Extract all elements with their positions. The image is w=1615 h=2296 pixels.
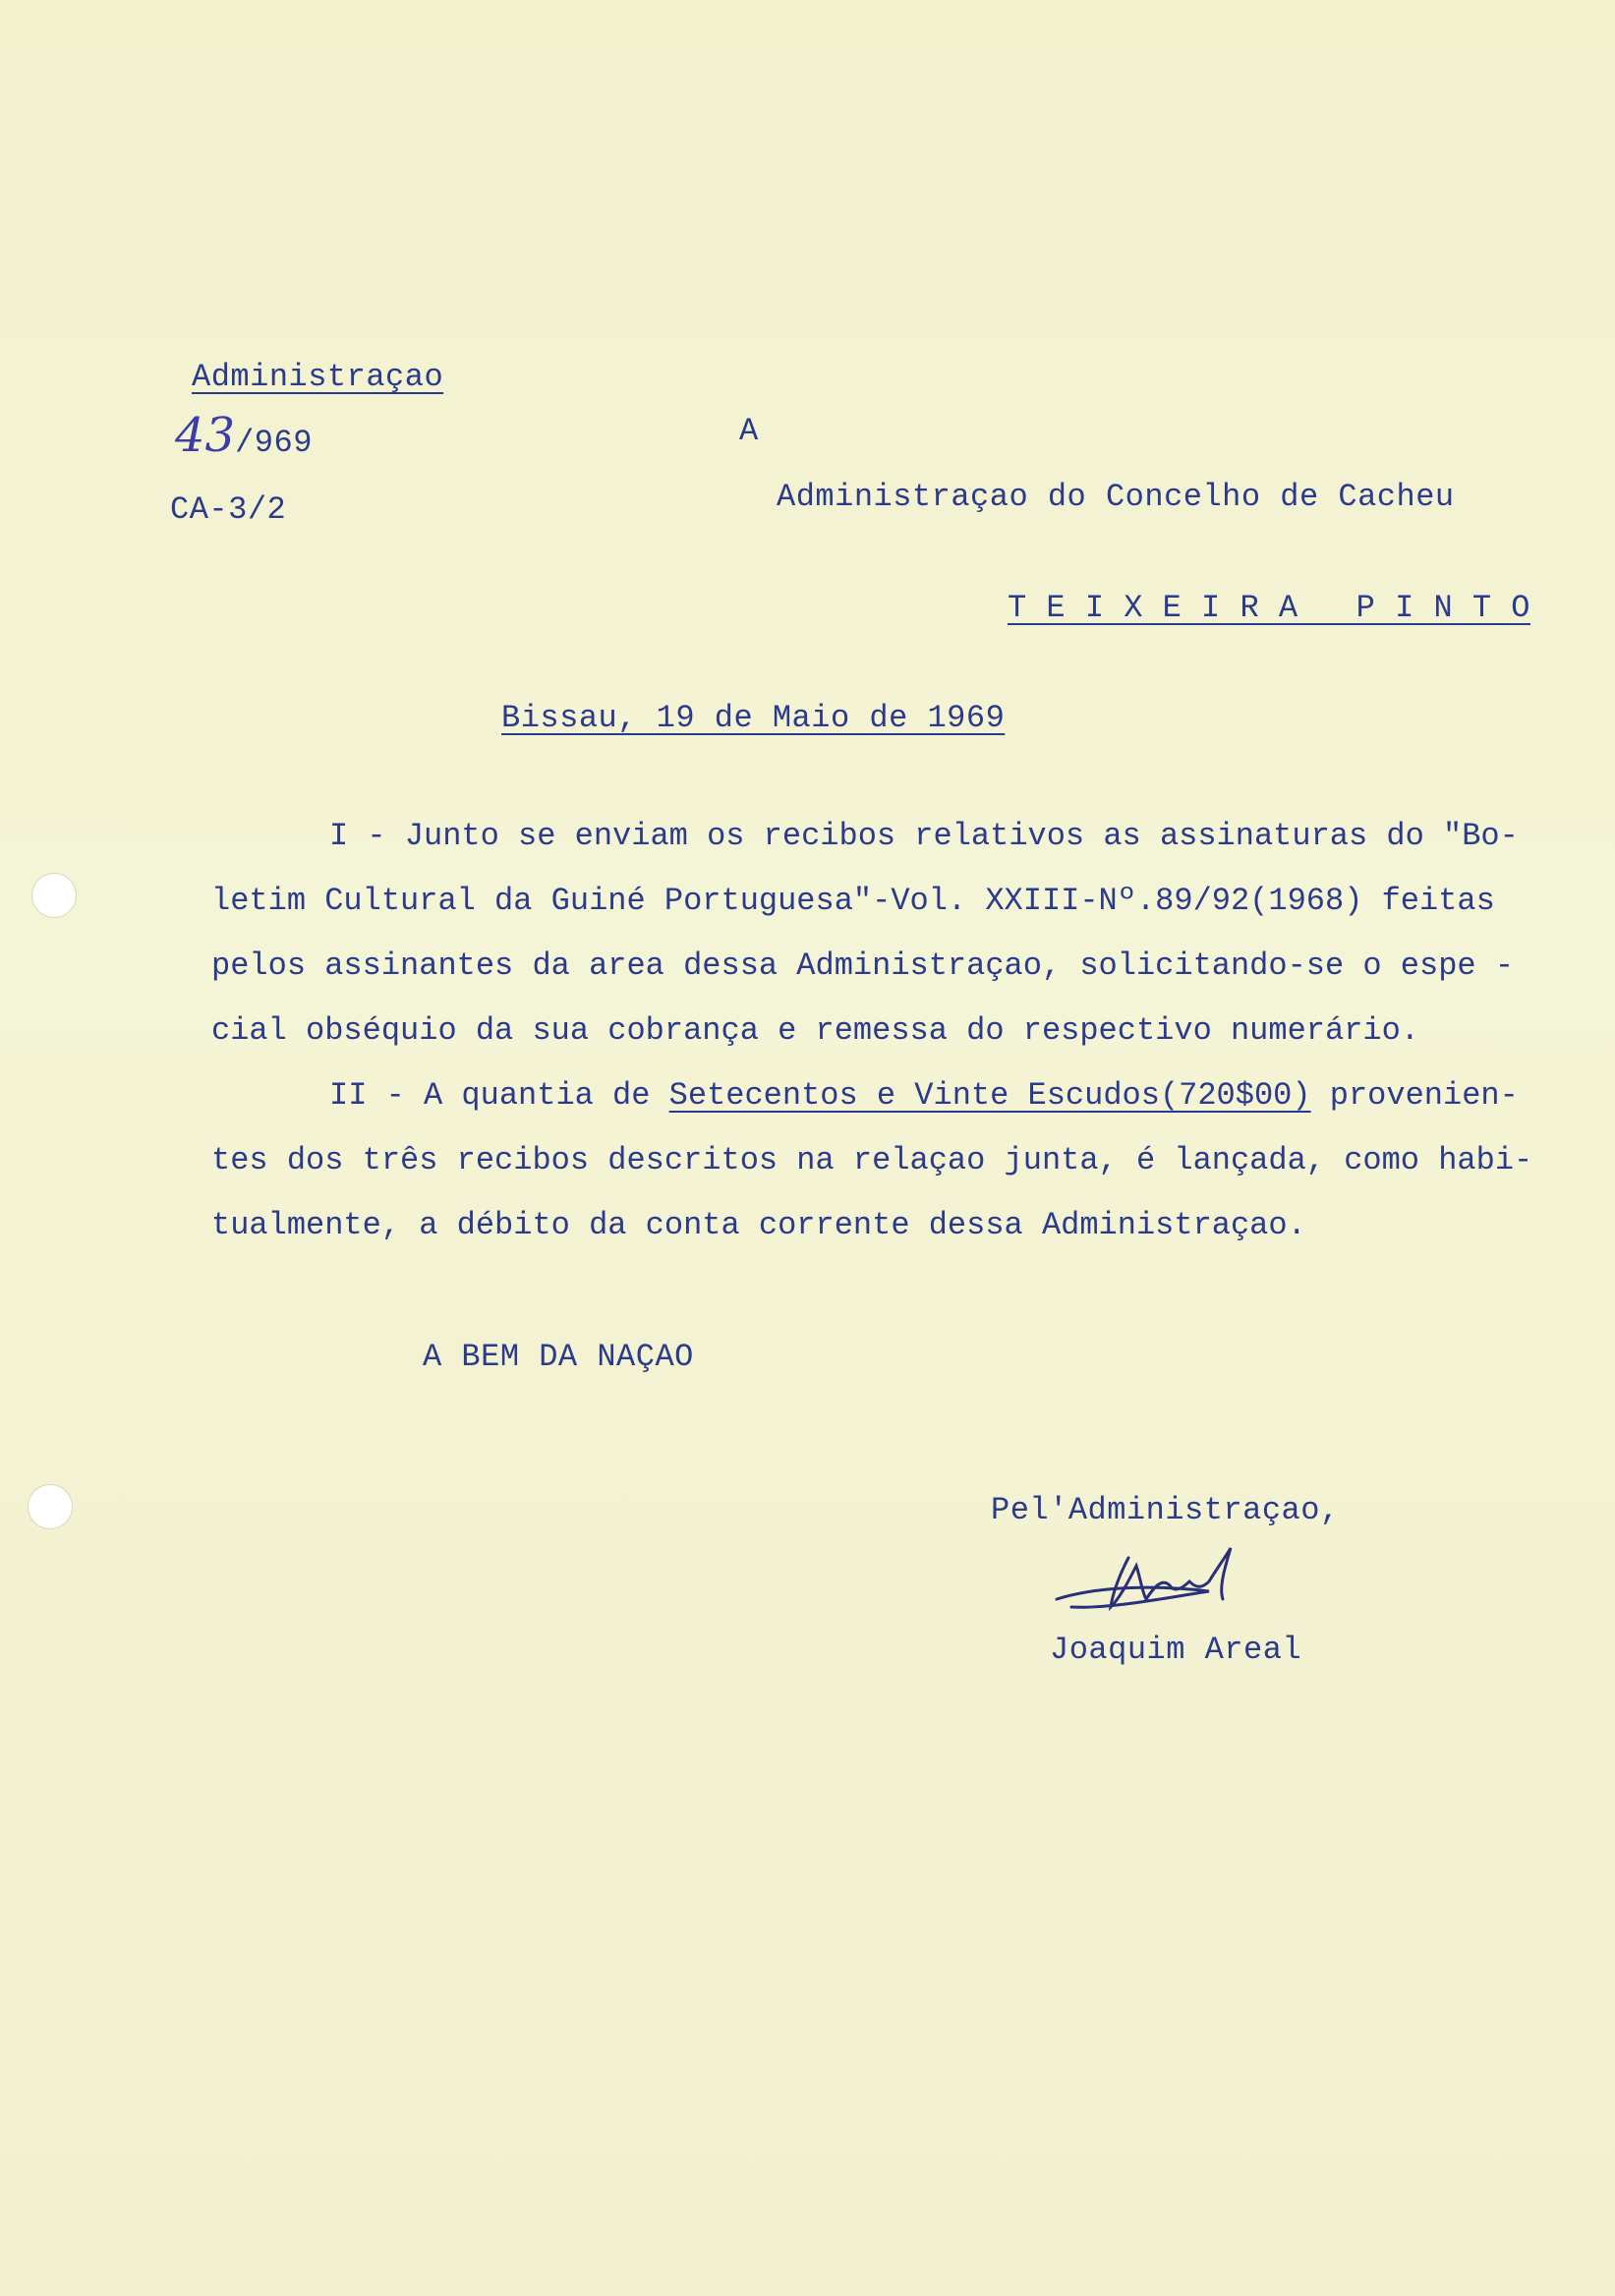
handwritten-number: 43	[175, 408, 236, 463]
paragraph-2-text: II - A quantia de	[329, 1077, 669, 1114]
punch-hole-top	[31, 873, 77, 918]
paragraph-2-text: provenien-	[1310, 1077, 1519, 1114]
punch-hole-bottom	[28, 1484, 73, 1529]
reference-code: CA-3/2	[170, 491, 287, 528]
paragraph-2-line: tualmente, a débito da conta corrente dessa Administraçao.	[211, 1207, 1306, 1243]
paragraph-1-line: cial obséquio da sua cobrança e remessa do respectivo numerário.	[211, 1012, 1419, 1049]
file-number	[175, 408, 313, 463]
on-behalf-line: Pel'Administraçao,	[991, 1492, 1340, 1528]
signature-scribble-icon	[1052, 1538, 1298, 1627]
signer-name: Joaquim Areal	[1050, 1632, 1302, 1668]
recipient-place: T E I X E I R A P I N T O	[1008, 590, 1530, 626]
paragraph-1-line: letim Cultural da Guiné Portuguesa"-Vol. XXIII-Nº.89/92(1968) feitas	[211, 883, 1495, 919]
handwritten-signature	[1052, 1538, 1298, 1632]
recipient-name: Administraçao do Concelho de Cacheu	[777, 479, 1455, 515]
dateline: Bissau, 19 de Maio de 1969	[501, 700, 1006, 736]
closing-salutation: A BEM DA NAÇAO	[423, 1339, 694, 1375]
file-number-year: /969	[235, 425, 313, 461]
paragraph-2-line	[211, 1063, 1558, 1128]
paragraph-1-line: pelos assinantes da area dessa Administraçao, solicitando-se o espe -	[211, 947, 1515, 984]
paragraph-2	[211, 1063, 1558, 1258]
paragraph-1	[211, 804, 1558, 1063]
office-heading: Administraçao	[192, 359, 444, 395]
paragraph-1-line: I - Junto se enviam os recibos relativos as assinaturas do "Bo-	[329, 818, 1519, 854]
recipient-prefix: A	[739, 413, 759, 449]
amount-underlined: Setecentos e Vinte Escudos(720$00)	[668, 1077, 1311, 1114]
paragraph-2-line: tes dos três recibos descritos na relaçao junta, é lançada, como habi-	[211, 1142, 1533, 1178]
